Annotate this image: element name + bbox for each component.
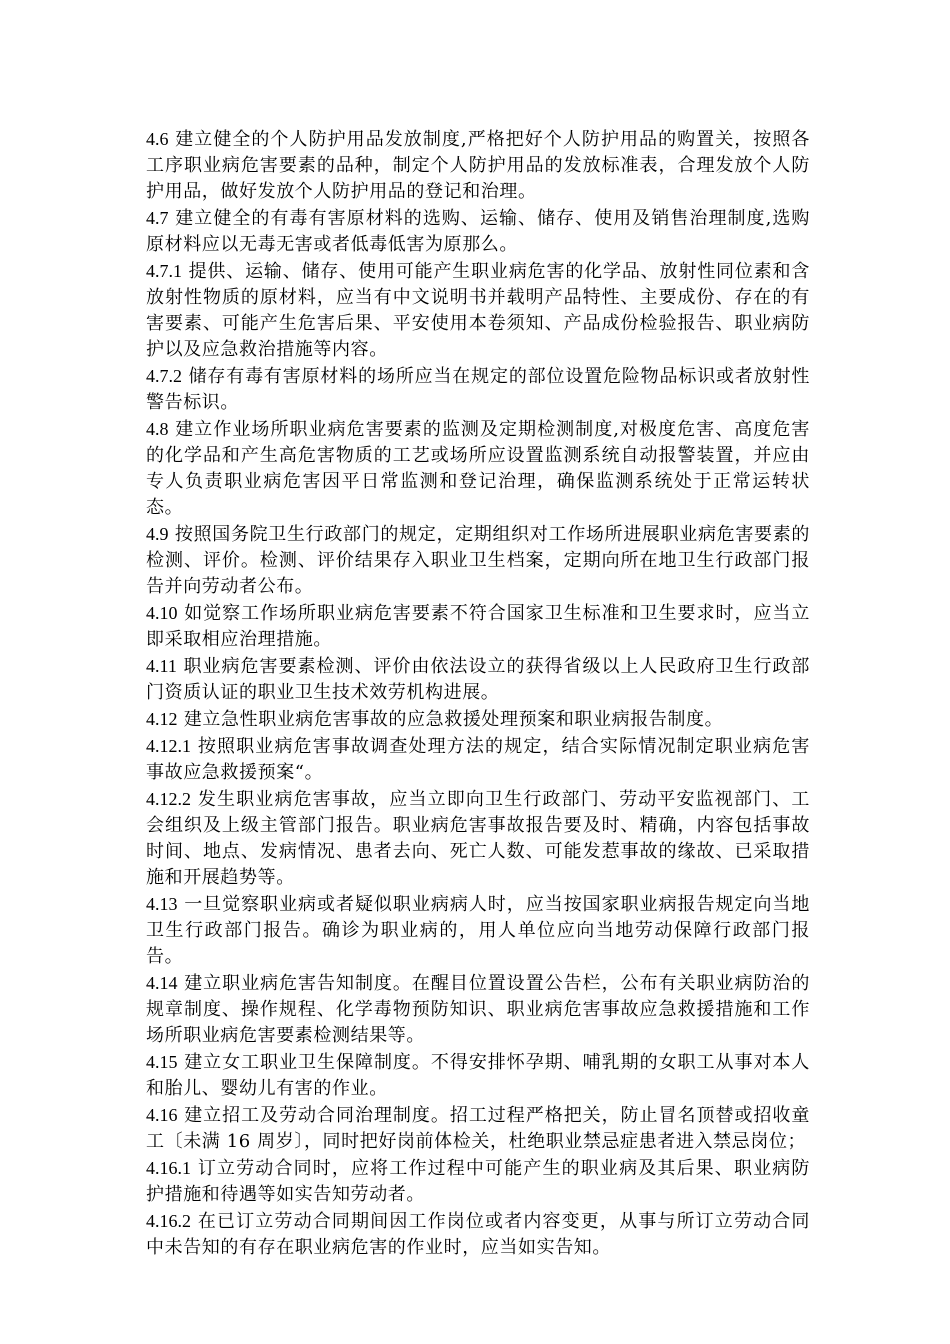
clause-number: 4.8 — [146, 419, 169, 439]
clause-number: 4.7 — [146, 208, 169, 228]
clause-number: 4.10 — [146, 603, 178, 623]
clause-text: 建立健全的有毒有害原材料的选购、运输、储存、使用及销售治理制度,选购原材料应以无毒无害或者低毒低害为原那么。 — [146, 208, 810, 255]
paragraph-4-11 — [146, 653, 810, 706]
paragraph-4-12-1 — [146, 733, 810, 786]
clause-text: 订立劳动合同时，应将工作过程中可能产生的职业病及其后果、职业病防护措施和待遇等如实告知劳动者。 — [146, 1158, 810, 1205]
clause-number: 4.7.1 — [146, 261, 182, 281]
clause-text: 建立急性职业病危害事故的应急救援处理预案和职业病报告制度。 — [183, 709, 724, 730]
paragraph-4-16-2 — [146, 1208, 810, 1261]
document-body — [146, 126, 810, 1261]
clause-number: 4.14 — [146, 973, 178, 993]
clause-number: 4.15 — [146, 1052, 178, 1072]
clause-number: 4.12 — [146, 709, 178, 729]
clause-text: 发生职业病危害事故，应当立即向卫生行政部门、劳动平安监视部门、工会组织及上级主管部门报告。职业病危害事故报告要及时、精确，内容包括事故时间、地点、发病情况、患者去向、死亡人数、可能发惹事故的缘故、已采取措施和开展趋势等。 — [146, 789, 810, 888]
clause-number: 4.9 — [146, 524, 169, 544]
clause-text: 建立女工职业卫生保障制度。不得安排怀孕期、哺乳期的女职工从事对本人和胎儿、婴幼儿有害的作业。 — [146, 1052, 810, 1099]
clause-text: 建立健全的个人防护用品发放制度,严格把好个人防护用品的购置关，按照各工序职业病危害要素的品种，制定个人防护用品的发放标准表，合理发放个人防护用品，做好发放个人防护用品的登记和治理。 — [146, 129, 810, 202]
paragraph-4-16 — [146, 1102, 810, 1155]
clause-text: 按照国务院卫生行政部门的规定，定期组织对工作场所进展职业病危害要素的检测、评价。检测、评价结果存入职业卫生档案，定期向所在地卫生行政部门报告并向劳动者公布。 — [146, 524, 810, 597]
clause-number: 4.16.1 — [146, 1158, 191, 1178]
clause-number: 4.16.2 — [146, 1211, 191, 1231]
clause-number: 4.12.2 — [146, 789, 191, 809]
clause-text: 建立作业场所职业病危害要素的监测及定期检测制度,对极度危害、高度危害的化学品和产生高危害物质的工艺或场所应设置监测系统自动报警装置，并应由专人负责职业病危害因平日常监测和登记治理，确保监测系统处于正常运转状态。 — [146, 419, 810, 518]
paragraph-4-10 — [146, 600, 810, 653]
paragraph-4-13 — [146, 891, 810, 970]
paragraph-4-6 — [146, 126, 810, 205]
paragraph-4-9 — [146, 521, 810, 600]
paragraph-4-12-2 — [146, 786, 810, 891]
paragraph-4-7 — [146, 205, 810, 258]
paragraph-4-12 — [146, 706, 810, 733]
clause-number: 4.12.1 — [146, 736, 191, 756]
clause-text: 一旦觉察职业病或者疑似职业病病人时，应当按国家职业病报告规定向当地卫生行政部门报告。确诊为职业病的，用人单位应向当地劳动保障行政部门报告。 — [146, 894, 810, 967]
clause-text: 如觉察工作场所职业病危害要素不符合国家卫生标准和卫生要求时，应当立即采取相应治理措施。 — [146, 603, 810, 650]
paragraph-4-7-1 — [146, 258, 810, 363]
clause-number: 4.16 — [146, 1105, 178, 1125]
clause-text: 建立招工及劳动合同治理制度。招工过程严格把关，防止冒名顶替或招收童工〔未满 16 周岁〕，同时把好岗前体检关，杜绝职业禁忌症患者进入禁忌岗位； — [146, 1105, 810, 1152]
clause-text: 建立职业病危害告知制度。在醒目位置设置公告栏，公布有关职业病防治的规章制度、操作规程、化学毒物预防知识、职业病危害事故应急救援措施和工作场所职业病危害要素检测结果等。 — [146, 973, 810, 1046]
clause-number: 4.6 — [146, 129, 169, 149]
paragraph-4-16-1 — [146, 1155, 810, 1208]
paragraph-4-7-2 — [146, 363, 810, 416]
clause-text: 按照职业病危害事故调查处理方法的规定，结合实际情况制定职业病危害事故应急救援预案“。 — [146, 736, 810, 783]
paragraph-4-8 — [146, 416, 810, 521]
paragraph-4-14 — [146, 970, 810, 1049]
clause-number: 4.13 — [146, 894, 178, 914]
clause-text: 储存有毒有害原材料的场所应当在规定的部位设置危险物品标识或者放射性警告标识。 — [146, 366, 810, 413]
clause-text: 职业病危害要素检测、评价由依法设立的获得省级以上人民政府卫生行政部门资质认证的职业卫生技术效劳机构进展。 — [146, 656, 810, 703]
clause-text: 提供、运输、储存、使用可能产生职业病危害的化学品、放射性同位素和含放射性物质的原材料，应当有中文说明书并载明产品特性、主要成份、存在的有害要素、可能产生危害后果、平安使用本卷须知、产品成份检验报告、职业病防护以及应急救治措施等内容。 — [146, 261, 810, 360]
clause-number: 4.7.2 — [146, 366, 182, 386]
clause-text: 在已订立劳动合同期间因工作岗位或者内容变更，从事与所订立劳动合同中未告知的有存在职业病危害的作业时，应当如实告知。 — [146, 1211, 810, 1258]
clause-number: 4.11 — [146, 656, 177, 676]
paragraph-4-15 — [146, 1049, 810, 1102]
